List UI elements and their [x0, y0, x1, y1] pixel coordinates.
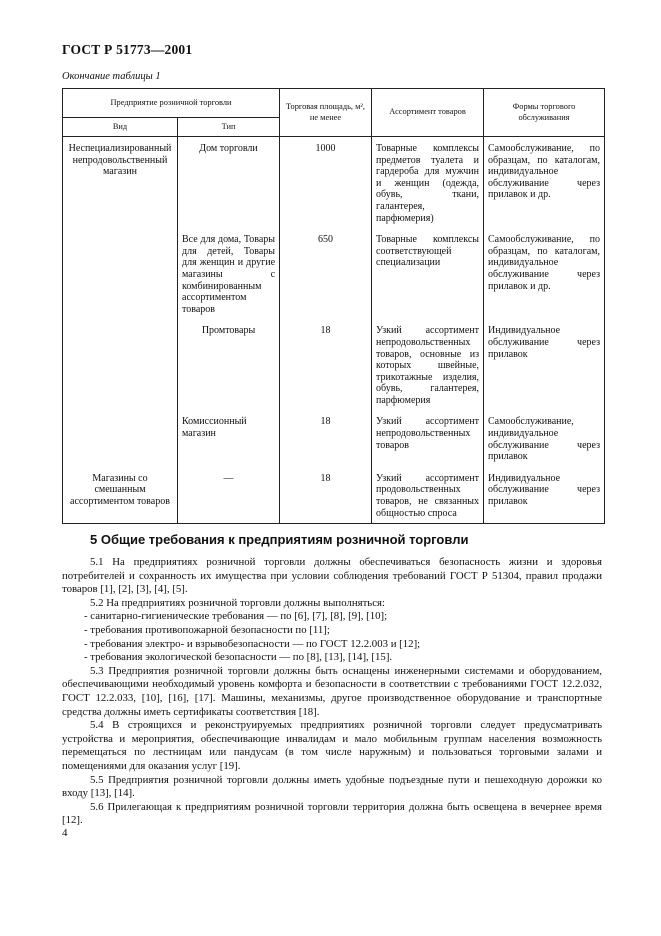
cell-kind: Магазины со смешанным ассортиментом товаров — [63, 467, 178, 524]
cell-area: 18 — [280, 467, 372, 524]
cell-type: — — [178, 467, 280, 524]
paragraph-5-3: 5.3 Предприятия розничной торговли должны быть оснащены инженерными системами и оборудованием, обеспечивающими необходимый уровень комфорта и безопасности в соответствии с требованиями ГОСТ 12.2.032, ГОСТ 12.2.033, [10], [16], [17]. Машины, механизмы, другое производственное оборудование и транспортные средства должны иметь сертификаты соответствия [18]. — [62, 664, 602, 718]
header-area: Торговая площадь, м², не менее — [280, 89, 372, 137]
cell-kind — [63, 319, 178, 410]
cell-service: Самообслуживание, по образцам, по каталогам, индивидуальное обслуживание через прилавок и др. — [484, 137, 605, 229]
table-caption: Окончание таблицы 1 — [62, 71, 161, 82]
header-service: Формы торгового обслуживания — [484, 89, 605, 137]
cell-service: Индивидуальное обслуживание через прилавок — [484, 319, 605, 410]
table-row — [63, 319, 605, 410]
cell-assortment: Товарные комплексы соответствующей специализации — [372, 228, 484, 319]
assortment-table — [62, 88, 605, 524]
cell-area: 18 — [280, 410, 372, 466]
cell-area: 18 — [280, 319, 372, 410]
document-title: ГОСТ Р 51773—2001 — [62, 42, 193, 57]
cell-service: Индивидуальное обслуживание через прилавок — [484, 467, 605, 524]
cell-type: Дом торговли — [178, 137, 280, 229]
cell-type: Все для дома, Товары для детей, Товары для женщин и другие магазины с комбинированным ассортиментом товаров — [178, 228, 280, 319]
header-type: Тип — [178, 118, 280, 137]
header-enterprise: Предприятие розничной торговли — [63, 89, 280, 118]
table-row — [63, 228, 605, 319]
section-heading: 5 Общие требования к предприятиям розничной торговли — [90, 532, 469, 547]
paragraph-5-4: 5.4 В строящихся и реконструируемых предприятиях розничной торговли следует предусматривать устройства и мероприятия, обеспечивающие инвалидам и мало мобильным группам населения возможность перемещаться по лестницам или пандусам (в том числе наружным) и пользоваться торговыми залами и помещениями для оказания услуг [19]. — [62, 719, 602, 772]
cell-assortment: Узкий ассортимент непродовольственных товаров, основные из которых швейные, трикотажные изделия, обувь, галантерея, парфюмерия — [372, 319, 484, 410]
cell-area: 650 — [280, 228, 372, 319]
table-row — [63, 467, 605, 524]
table-row — [63, 410, 605, 466]
paragraph-5-1: 5.1 На предприятиях розничной торговли должны обеспечиваться безопасность жизни и здоровья потребителей и сохранность их имущества при условии соблюдения требований ГОСТ Р 51304, правил продажи товаров [1], [2], [3], [4], [5]. — [62, 556, 602, 596]
cell-service: Самообслуживание, индивидуальное обслуживание через прилавок — [484, 410, 605, 466]
cell-type: Промтовары — [178, 319, 280, 410]
page-number: 4 — [62, 827, 68, 839]
cell-kind — [63, 410, 178, 466]
cell-area: 1000 — [280, 137, 372, 229]
paragraph-5-2: 5.2 На предприятиях розничной торговли должны выполняться: — [90, 596, 385, 609]
section-body — [62, 556, 602, 828]
paragraph-5-5: 5.5 Предприятия розничной торговли должны иметь удобные подъездные пути и пешеходную дорожки ко входу [13], [14]. — [62, 773, 602, 800]
list-item: - требования экологической безопасности — по [8], [13], [14], [15]. — [84, 651, 393, 664]
cell-kind — [63, 228, 178, 319]
list-item: - санитарно-гигиенические требования — по [6], [7], [8], [9], [10]; — [84, 610, 388, 623]
cell-kind: Неспециализированный непродовольственный магазин — [63, 137, 178, 229]
list-item: - требования противопожарной безопасности по [11]; — [84, 623, 330, 636]
cell-service: Самообслуживание, по образцам, по каталогам, индивидуальное обслуживание через прилавок и др. — [484, 228, 605, 319]
list-item: - требования электро- и взрывобезопасности — по ГОСТ 12.2.003 и [12]; — [84, 637, 421, 650]
header-kind: Вид — [63, 118, 178, 137]
paragraph-5-6: 5.6 Прилегающая к предприятиям розничной торговли территория должна быть освещена в вечернее время [12]. — [62, 800, 602, 827]
cell-type: Комиссионный магазин — [178, 410, 280, 466]
cell-assortment: Узкий ассортимент продовольственных товаров, не связанных общностью спроса — [372, 467, 484, 524]
header-assortment: Ассортимент товаров — [372, 89, 484, 137]
cell-assortment: Товарные комплексы предметов туалета и гардероба для мужчин и женщин (одежда, обувь, ткани, галантерея, парфюмерия) — [372, 137, 484, 229]
cell-assortment: Узкий ассортимент непродовольственных товаров — [372, 410, 484, 466]
table-row — [63, 137, 605, 229]
